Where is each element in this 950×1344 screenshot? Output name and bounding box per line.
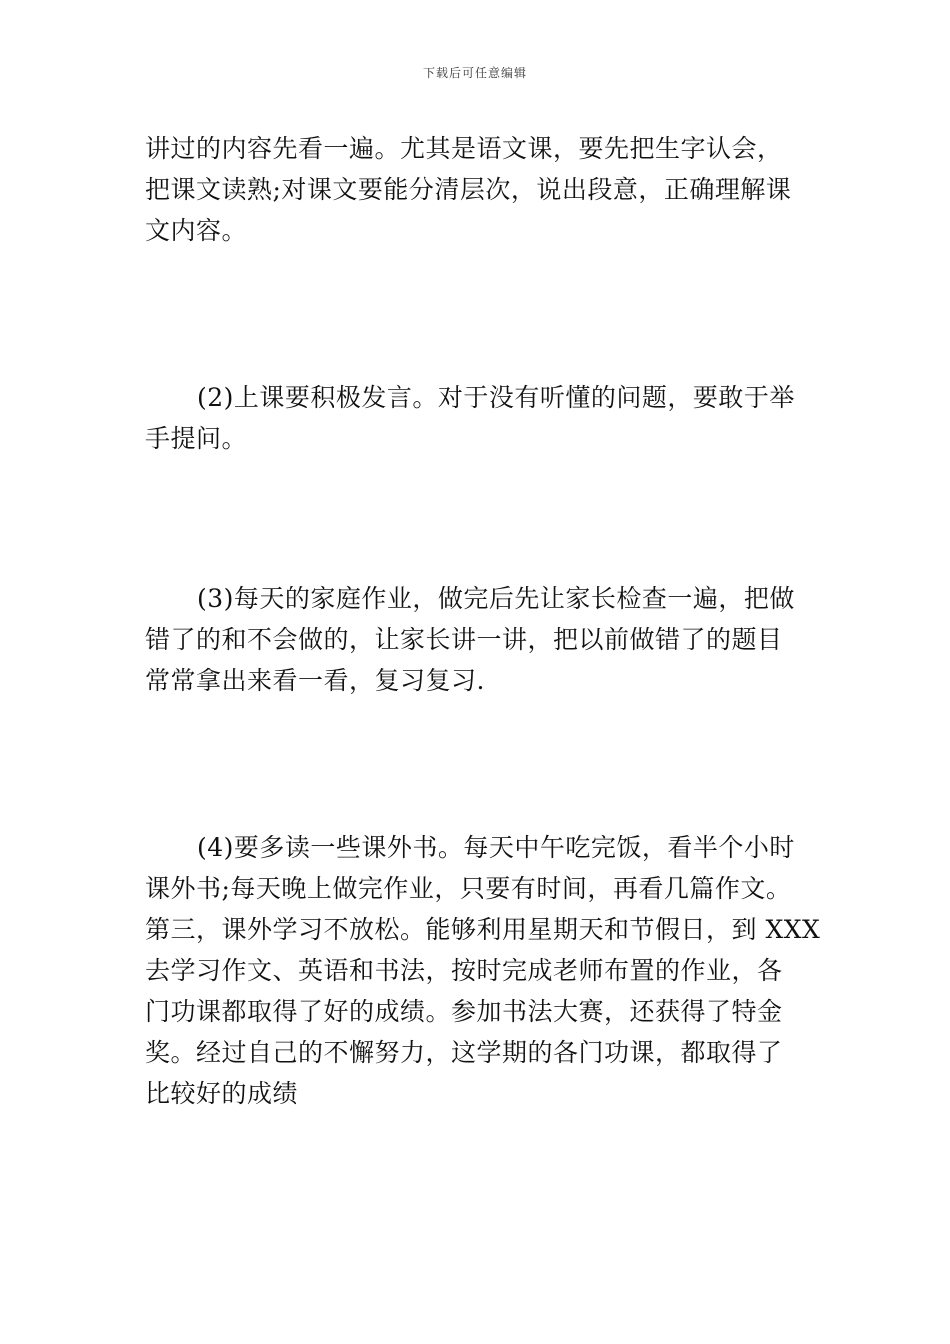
text-line: 错了的和不会做的，让家长讲一讲，把以前做错了的题目 [145,625,783,654]
page-header: 下载后可任意编辑 [422,66,527,80]
text-line: 去学习作文、英语和书法，按时完成老师布置的作业，各 [145,956,783,985]
paragraph-4 [145,827,821,1114]
text-line: 门功课都取得了好的成绩。参加书法大赛，还获得了特金 [145,997,783,1026]
text-line: 比较好的成绩 [145,1079,299,1108]
text-line: 课外书;每天晚上做完作业，只要有时间，再看几篇作文。 [145,874,792,903]
text-line: 把课文读熟;对课文要能分清层次，说出段意，正确理解课 [145,175,792,204]
text-line: (4)要多读一些课外书。每天中午吃完饭，看半个小时 [197,833,795,862]
text-line: (2)上课要积极发言。对于没有听懂的问题，要敢于举 [197,383,795,412]
text-line: (3)每天的家庭作业，做完后先让家长检查一遍，把做 [197,584,795,613]
text-line: 文内容。 [145,216,248,245]
text-line: 常常拿出来看一看，复习复习. [145,666,485,695]
text-line: 手提问。 [145,424,248,453]
text-line: 奖。经过自己的不懈努力，这学期的各门功课，都取得了 [145,1038,783,1067]
paragraph-1 [145,128,815,251]
text-line: 第三，课外学习不放松。能够利用星期天和节假日，到 XXX [145,915,821,944]
paragraph-3 [145,578,815,701]
text-line: 讲过的内容先看一遍。尤其是语文课，要先把生字认会， [145,134,783,163]
paragraph-2 [145,377,815,459]
